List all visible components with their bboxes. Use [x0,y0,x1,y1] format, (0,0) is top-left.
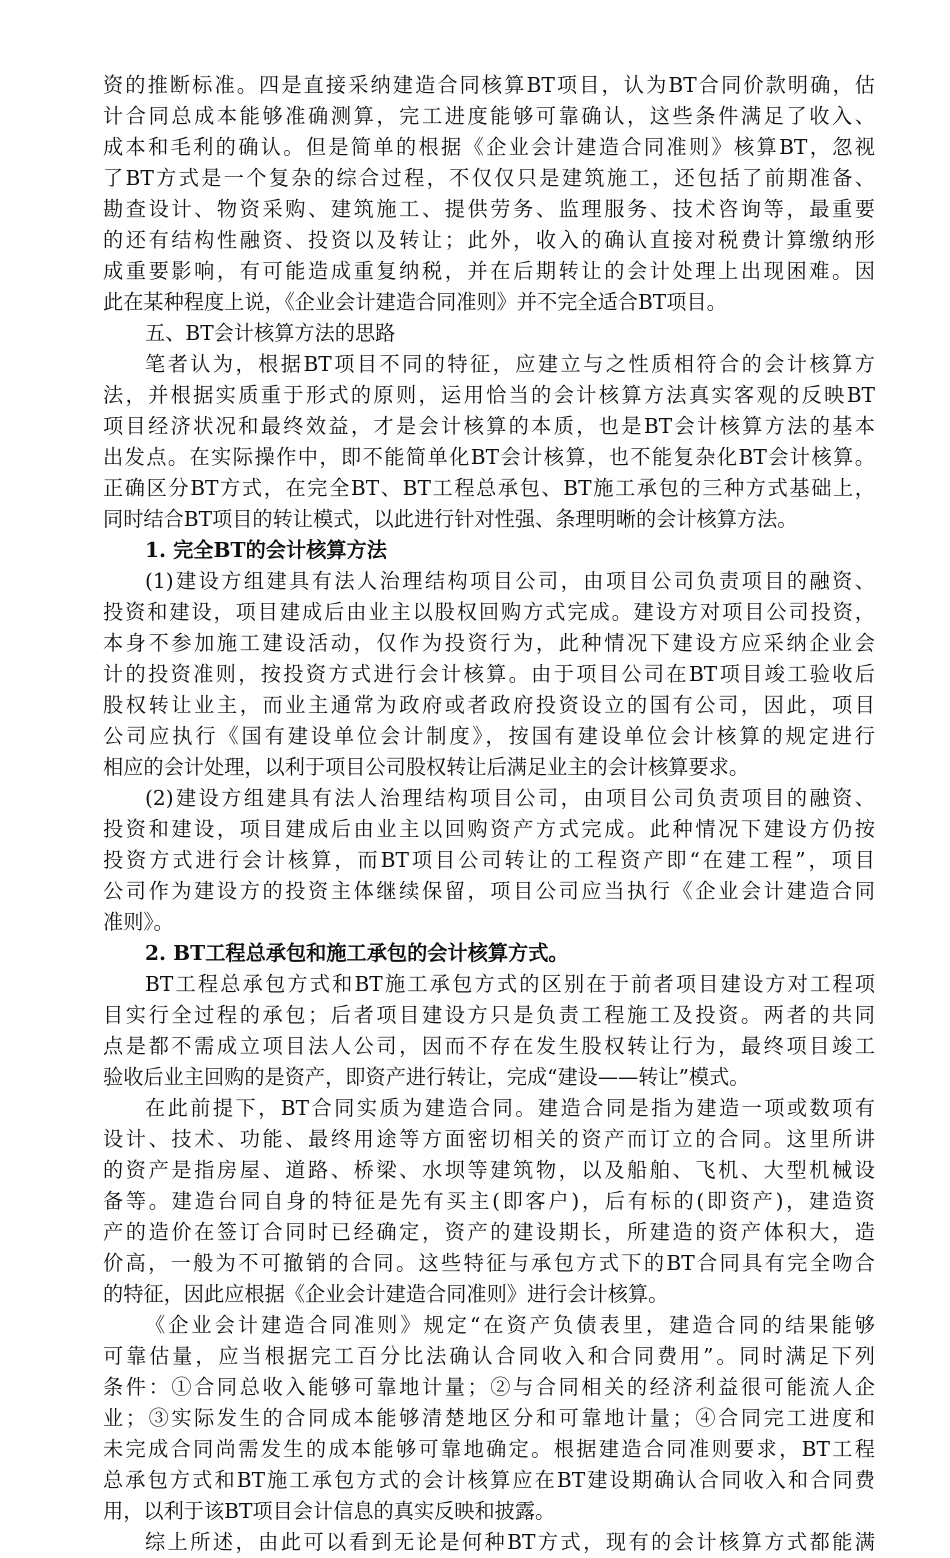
text-line: (1)建设方组建具有法人治理结构项目公司，由项目公司负责项目的融资、 [145,569,875,593]
text-line: 可靠估量，应当根据完工百分比法确认合同收入和合同费用”。同时满足下列 [103,1344,875,1368]
text-line: 出发点。在实际操作中，即不能简单化BT会计核算，也不能复杂化BT会计核算。 [103,445,875,469]
text-line: 投资方式进行会计核算，而BT项目公司转让的工程资产即“在建工程”，项目 [103,848,875,872]
text-line: 成本和毛利的确认。但是简单的根据《企业会计建造合同准则》核算BT，忽视 [103,135,875,159]
text-line: 相应的会计处理，以利于项目公司股权转让后满足业主的会计核算要求。 [103,755,750,779]
text-line: 价高，一般为不可撤销的合同。这些特征与承包方式下的BT合同具有完全吻合 [103,1251,875,1275]
text-line: 业；③实际发生的合同成本能够清楚地区分和可靠地计量；④合同完工进度和 [103,1406,875,1430]
text-line: 验收后业主回购的是资产，即资产进行转让，完成“建设——转让”模式。 [103,1065,750,1089]
text-line: 的还有结构性融资、投资以及转让；此外，收入的确认直接对税费计算缴纳形 [103,228,875,252]
text-line: 勘查设计、物资采购、建筑施工、提供劳务、监理服务、技术咨询等，最重要 [103,197,875,221]
text-line: 在此前提下，BT合同实质为建造合同。建造合同是指为建造一项或数项有 [145,1096,875,1120]
text-line: 产的造价在签订合同时已经确定，资产的建设期长，所建造的资产体积大，造 [103,1220,875,1244]
text-line: 《企业会计建造合同准则》规定“在资产负债表里，建造合同的结果能够 [145,1313,875,1337]
text-line: 准则》。 [103,910,174,934]
text-line: 公司应执行《国有建设单位会计制度》，按国有建设单位会计核算的规定进行 [103,724,875,748]
text-line: 的特征，因此应根据《企业会计建造合同准则》进行会计核算。 [103,1282,669,1306]
section-heading: 五、BT会计核算方法的思路 [145,321,396,345]
text-line: 公司作为建设方的投资主体继续保留，项目公司应当执行《企业会计建造合同 [103,879,875,903]
text-line: 综上所述，由此可以看到无论是何种BT方式，现有的会计核算方式都能满 [145,1530,875,1554]
text-line: 股权转让业主，而业主通常为政府或者政府投资设立的国有公司，因此，项目 [103,693,875,717]
text-line: 同时结合BT项目的转让模式，以此进行针对性强、条理明晰的会计核算方法。 [103,507,798,531]
text-line: 用，以利于该BT项目会计信息的真实反映和披露。 [103,1499,556,1523]
text-line: 未完成合同尚需发生的成本能够可靠地确定。根据建造合同准则要求，BT工程 [103,1437,875,1461]
document-page [103,70,875,1558]
text-line: 点是都不需成立项目法人公司，因而不存在发生股权转让行为，最终项目竣工 [103,1034,875,1058]
text-line: (2)建设方组建具有法人治理结构项目公司，由项目公司负责项目的融资、 [145,786,875,810]
text-line: 投资和建设，项目建成后由业主以股权回购方式完成。建设方对项目公司投资， [103,600,875,624]
text-line: 正确区分BT方式，在完全BT、BT工程总承包、BT施工承包的三种方式基础上， [103,476,875,500]
text-line: 备等。建造台同自身的特征是先有买主(即客户)，后有标的(即资产)，建造资 [103,1189,875,1213]
text-line: 此在某种程度上说，《企业会计建造合同准则》并不完全适合BT项目。 [103,290,727,314]
text-line: 法，并根据实质重于形式的原则，运用恰当的会计核算方法真实客观的反映BT [103,383,875,407]
text-line: 本身不参加施工建设活动，仅作为投资行为，此种情况下建设方应采纳企业会 [103,631,875,655]
text-line: BT工程总承包方式和BT施工承包方式的区别在于前者项目建设方对工程项 [145,972,875,996]
text-line: 设计、技术、功能、最终用途等方面密切相关的资产而订立的合同。这里所讲 [103,1127,875,1151]
section-heading: 1. 完全BT的会计核算方法 [145,538,387,562]
text-line: 项目经济状况和最终效益，才是会计核算的本质，也是BT会计核算方法的基本 [103,414,875,438]
text-line: 投资和建设，项目建成后由业主以回购资产方式完成。此种情况下建设方仍按 [103,817,875,841]
text-line: 成重要影响，有可能造成重复纳税，并在后期转让的会计处理上出现困难。因 [103,259,875,283]
text-line: 条件：①合同总收入能够可靠地计量；②与合同相关的经济利益很可能流人企 [103,1375,875,1399]
text-line: 总承包方式和BT施工承包方式的会计核算应在BT建设期确认合同收入和合同费 [103,1468,875,1492]
text-line: 笔者认为，根据BT项目不同的特征，应建立与之性质相符合的会计核算方 [145,352,875,376]
text-line: 资的推断标准。四是直接采纳建造合同核算BT项目，认为BT合同价款明确，估 [103,73,875,97]
text-line: 目实行全过程的承包；后者项目建设方只是负责工程施工及投资。两者的共同 [103,1003,875,1027]
section-heading: 2. BT工程总承包和施工承包的会计核算方式。 [145,941,569,965]
text-line: 了BT方式是一个复杂的综合过程，不仅仅只是建筑施工，还包括了前期准备、 [103,166,875,190]
text-line: 计合同总成本能够准确测算，完工进度能够可靠确认，这些条件满足了收入、 [103,104,875,128]
text-line: 计的投资准则，按投资方式进行会计核算。由于项目公司在BT项目竣工验收后 [103,662,875,686]
text-line: 的资产是指房屋、道路、桥梁、水坝等建筑物，以及船舶、飞机、大型机械设 [103,1158,875,1182]
